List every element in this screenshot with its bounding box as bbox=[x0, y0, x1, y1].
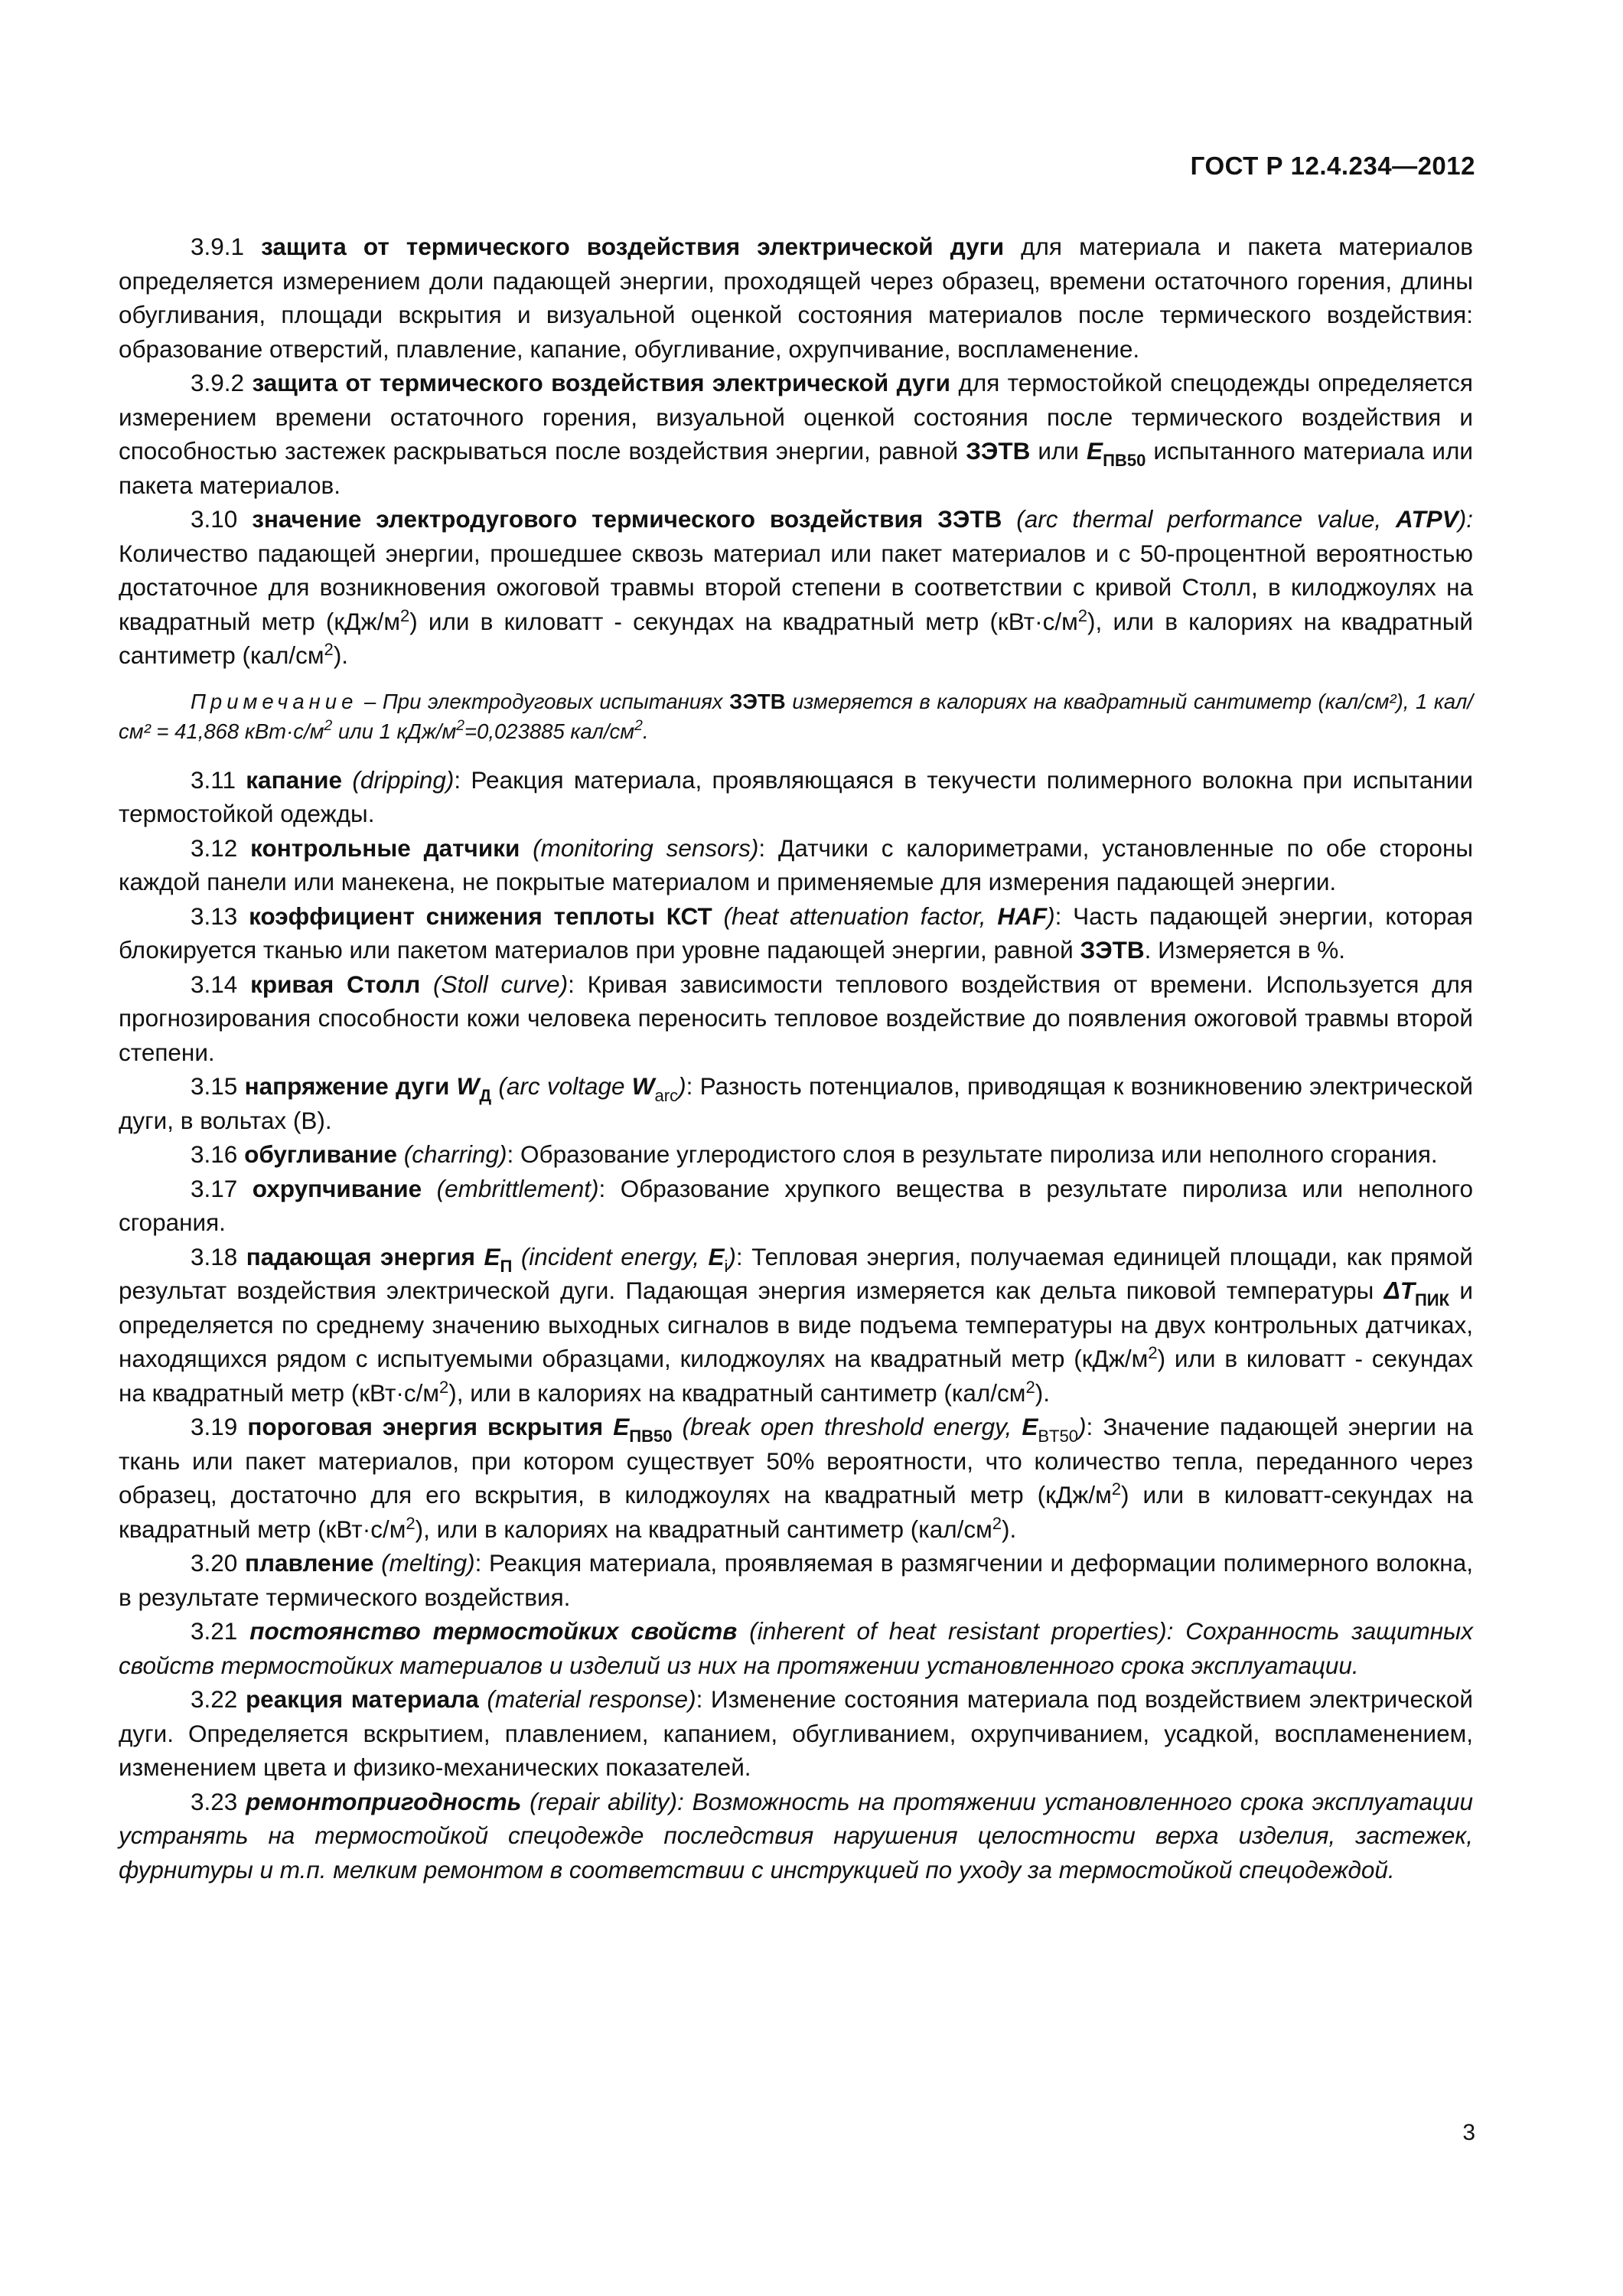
term: капание bbox=[246, 765, 343, 794]
term: напряжение дуги bbox=[244, 1072, 450, 1100]
term: пороговая энергия вскрытия bbox=[247, 1413, 604, 1440]
section-3-17: 3.17 охрупчивание (embrittlement): Образование хрупкого вещества в результате пиролиза или неполного сгорания. bbox=[119, 1174, 1473, 1236]
section-3-18: 3.18 падающая энергия $E_П$ (incident energy, $E_i$): Тепловая энергия, получаемая единицей площади, как прямой результат воздействия электрической дуги. Падающая энергия измеряется как дельта пиковой температуры $\Delta T_{ПИК}$ и определяется по среднему значению выходных сигналов в виде подъема температуры на двух контрольных датчиках, находящихся рядом с испытуемыми образцами, килоджоулях на квадратный метр $(кДж/м^2)$ или в киловатт - секундах на квадратный метр $(кВт\cdot с/м^2)$, или в калориях на квадратный сантиметр $(кал/см^2)$. bbox=[119, 1242, 1474, 1407]
term: ремонтопригодность bbox=[246, 1787, 522, 1815]
section-3-11: 3.11 капание (dripping): Реакция материала, проявляющаяся в текучести полимерного волокна при испытании термостойкой одежды. bbox=[119, 765, 1473, 827]
document-body bbox=[119, 230, 1473, 1887]
term: реакция материала bbox=[245, 1685, 479, 1713]
term: плавление bbox=[244, 1549, 374, 1577]
term: контрольные датчики bbox=[250, 833, 520, 862]
term: постоянство термостойких свойств bbox=[249, 1617, 738, 1645]
section-3-10: 3.10 значение электродугового термического воздействия ЗЭТВ (arc thermal performance value, ATPV): Количество падающей энергии, прошедшее сквозь материал или пакет материалов и с 50-процентной вероятностью достаточное для возникновения ожоговой травмы второй степени в соответствии с кривой Столл, в килоджоулях на квадратный метр $(кДж/м^2)$ или в киловатт - секундах на квадратный метр $(кВт\cdot с/м^2)$, или в калориях на квадратный сантиметр $(кал/см^2)$. bbox=[119, 505, 1473, 669]
section-3-12: 3.12 контрольные датчики (monitoring sensors): Датчики с калориметрами, установленные по обе стороны каждой панели или манекена, не покрытые материалом и применяемые для измерения падающей энергии. bbox=[119, 833, 1473, 895]
section-3-19: 3.19 пороговая энергия вскрытия $E_{ПВ50}$ (break open threshold energy, $E_{BT50}$): Значение падающей энергии на ткань или пакет материалов, при котором существует 50% вероятности, что количество тепла, переданного через образец, достаточно для его вскрытия, в килоджоулях на квадратный метр $(кДж/м^2)$ или в киловатт-секундах на квадратный метр $(кВт\cdot с/м^2)$, или в калориях на квадратный сантиметр $(кал/см^2)$. bbox=[119, 1413, 1473, 1543]
term: защита от термического воздействия электрической дуги bbox=[252, 369, 951, 396]
term: защита от термического воздействия электрической дуги bbox=[261, 233, 1005, 260]
section-3-14: 3.14 кривая Столл (Stoll curve): Кривая зависимости теплового воздействия от времени. Используется для прогнозирования способности кожи человека переносить тепловое воздействие до появления ожоговой травмы второй степени. bbox=[119, 970, 1473, 1066]
term: коэффициент снижения теплоты КСТ bbox=[249, 902, 712, 930]
term: обугливание bbox=[244, 1140, 397, 1168]
term: кривая Столл bbox=[250, 970, 421, 998]
section-3-15: 3.15 напряжение дуги $W_Д$ (arc voltage $W_{arc}$): Разность потенциалов, приводящая к возникновению электрической дуги, в вольтах (В). bbox=[119, 1072, 1473, 1134]
term: охрупчивание bbox=[252, 1174, 422, 1202]
section-3-23: 3.23 ремонтопригодность (repair ability): Возможность на протяжении установленного срока эксплуатации устранять на термостойкой спецодежде последствия нарушения целостности верха изделия, застежек, фурнитуры и т.п. мелким ремонтом в соответствии с инструкцией по уходу за термостойкой спецодеждой. bbox=[119, 1787, 1473, 1883]
section-3-21: 3.21 постоянство термостойких свойств (inherent of heat resistant properties): Сохранность защитных свойств термостойких материалов и изделий из них на протяжении установленного срока эксплуатации. bbox=[119, 1617, 1473, 1679]
section-3-16: 3.16 обугливание (charring): Образование углеродистого слоя в результате пиролиза или неполного сгорания. bbox=[191, 1140, 1438, 1168]
term: падающая энергия bbox=[246, 1242, 476, 1270]
standard-id-header: ГОСТ Р 12.4.234—2012 bbox=[1190, 152, 1475, 180]
page-number: 3 bbox=[1462, 2120, 1475, 2145]
section-3-9-1: 3.9.1 защита от термического воздействия электрической дуги для материала и пакета материалов определяется измерением доли падающей энергии, проходящей через образец, времени остаточного горения, длины обугливания, площади вскрытия и визуальной оценкой состояния материалов после термического воздействия: образование отверстий, плавление, капание, обугливание, охрупчивание, воспламенение. bbox=[119, 233, 1473, 363]
term: значение электродугового термического воздействия ЗЭТВ bbox=[252, 505, 1002, 533]
section-3-22: 3.22 реакция материала (material response): Изменение состояния материала под воздействием электрической дуги. Определяется вскрытием, плавлением, капанием, обугливанием, охрупчиванием, усадкой, воспламенением, изменением цвета и физико-механических показателей. bbox=[119, 1685, 1473, 1781]
note: Примечание – При электродуговых испытаниях ЗЭТВ измеряется в калориях на квадратный сантиметр (кал/см²), 1 кал/см² = 41,868 $кВт\cdot с/м^2$ или 1 кДж/$м^2=0,023885$ кал/$см^2$. bbox=[119, 689, 1474, 743]
section-3-20: 3.20 плавление (melting): Реакция материала, проявляемая в размягчении и деформации полимерного волокна, в результате термического воздействия. bbox=[119, 1549, 1473, 1611]
section-3-13: 3.13 коэффициент снижения теплоты КСТ (heat attenuation factor, HAF): Часть падающей энергии, которая блокируется тканью или пакетом материалов при уровне падающей энергии, равной ЗЭТВ. Измеряется в %. bbox=[119, 902, 1473, 964]
section-3-9-2: 3.9.2 защита от термического воздействия электрической дуги для термостойкой спецодежды определяется измерением времени остаточного горения, визуальной оценкой состояния после термического воздействия и способностью застежек раскрываться после воздействия энергии, равной ЗЭТВ или $E_{ПВ50}$ испытанного материала или пакета материалов. bbox=[119, 369, 1473, 499]
note-label: Примечание bbox=[191, 689, 358, 713]
